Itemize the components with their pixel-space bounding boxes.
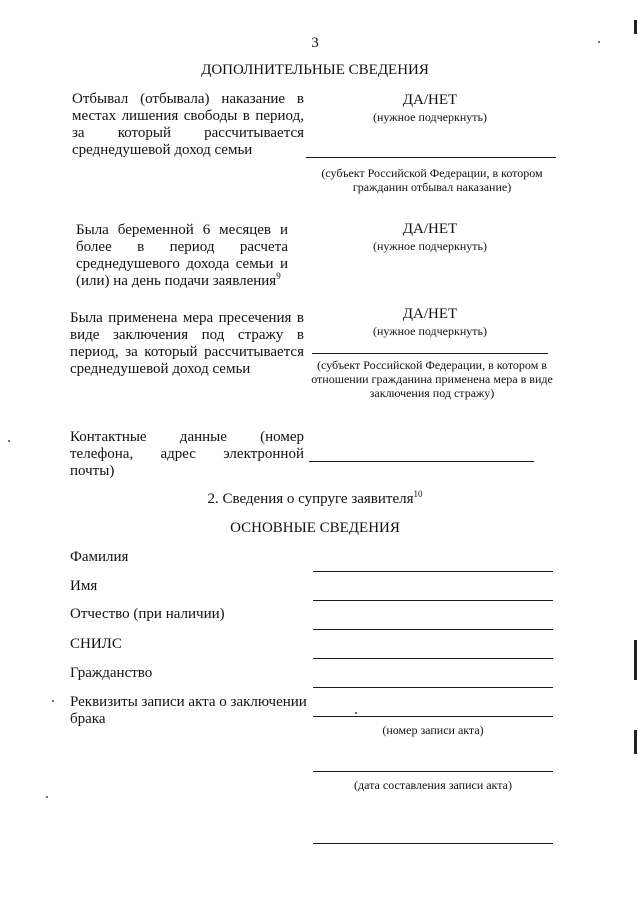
footnote-10: 10 xyxy=(413,489,423,499)
name-label: Имя xyxy=(70,578,98,594)
q1-line: за который рассчитывается xyxy=(72,125,304,141)
additional-info-title: ДОПОЛНИТЕЛЬНЫЕ СВЕДЕНИЯ xyxy=(201,62,429,78)
q2-line: среднедушевого дохода семьи и xyxy=(76,256,288,272)
contacts-line: почты) xyxy=(70,463,115,479)
q1-line: местах лишения свободы в период, xyxy=(72,108,304,124)
q2-line: более в период расчета xyxy=(76,239,288,255)
contacts-line: телефона, адрес электронной xyxy=(70,446,304,462)
q3-yes-no[interactable]: ДА/НЕТ xyxy=(402,306,458,322)
record-number-field[interactable] xyxy=(313,716,553,717)
q3-hint: (нужное подчеркнуть) xyxy=(373,324,487,338)
contacts-field[interactable] xyxy=(309,461,534,462)
q1-line: среднедушевой доход семьи xyxy=(72,142,253,158)
q1-yes-no[interactable]: ДА/НЕТ xyxy=(402,92,458,108)
patronymic-field[interactable] xyxy=(313,629,553,630)
q3-label xyxy=(70,310,304,378)
scan-speck xyxy=(355,712,357,714)
name-field[interactable] xyxy=(313,600,553,601)
q1-hint: (нужное подчеркнуть) xyxy=(373,110,487,124)
q3-region-field[interactable] xyxy=(312,353,548,354)
scan-speck xyxy=(46,796,48,798)
extra-field[interactable] xyxy=(313,843,553,844)
q3-region-caption: (субъект Российской Федерации, в котором в отношении гражданина применена мера в виде заключения под стражу) xyxy=(311,358,553,400)
q2-hint: (нужное подчеркнуть) xyxy=(373,239,487,253)
q1-label xyxy=(72,91,304,159)
marriage-record-label: Реквизиты записи акта о заключении брака xyxy=(70,694,307,727)
contacts-label xyxy=(70,429,304,480)
surname-label: Фамилия xyxy=(70,549,129,565)
scan-edge-mark xyxy=(634,20,637,34)
q3-line: период, за который рассчитывается xyxy=(70,344,304,360)
q1-line: Отбывал (отбывала) наказание в xyxy=(72,91,304,107)
patronymic-label: Отчество (при наличии) xyxy=(70,606,225,622)
footnote-9: 9 xyxy=(276,271,281,281)
q1-region-caption: (субъект Российской Федерации, в котором гражданин отбывал наказание) xyxy=(321,166,543,194)
scan-speck xyxy=(8,440,10,442)
q2-line: Была беременной 6 месяцев и xyxy=(76,222,288,238)
spouse-subtitle: ОСНОВНЫЕ СВЕДЕНИЯ xyxy=(230,520,400,536)
page-number: 3 xyxy=(311,35,319,51)
q2-label xyxy=(76,222,288,290)
contacts-line: Контактные данные (номер xyxy=(70,429,304,445)
surname-field[interactable] xyxy=(313,571,553,572)
scan-edge-mark xyxy=(634,730,637,754)
q2-line: (или) на день подачи заявления$^9$ xyxy=(76,271,281,289)
snils-label: СНИЛС xyxy=(70,636,122,652)
citizenship-label: Гражданство xyxy=(70,665,153,681)
record-date-field[interactable] xyxy=(313,771,553,772)
q2-yes-no[interactable]: ДА/НЕТ xyxy=(402,221,458,237)
q1-region-field[interactable] xyxy=(306,157,556,158)
scan-speck xyxy=(52,700,54,702)
q3-line: виде заключения под стражу в xyxy=(70,327,304,343)
scan-speck xyxy=(598,41,600,43)
record-number-caption: (номер записи акта) xyxy=(382,723,484,737)
record-date-caption: (дата составления записи акта) xyxy=(354,778,512,792)
spouse-section-title: 2. Сведения о супруге заявителя$^{10}$ xyxy=(207,489,423,507)
q3-line: Была применена мера пресечения в xyxy=(70,310,304,326)
citizenship-field[interactable] xyxy=(313,687,553,688)
q3-line: среднедушевой доход семьи xyxy=(70,361,251,377)
snils-field[interactable] xyxy=(313,658,553,659)
scan-edge-mark xyxy=(634,640,637,680)
